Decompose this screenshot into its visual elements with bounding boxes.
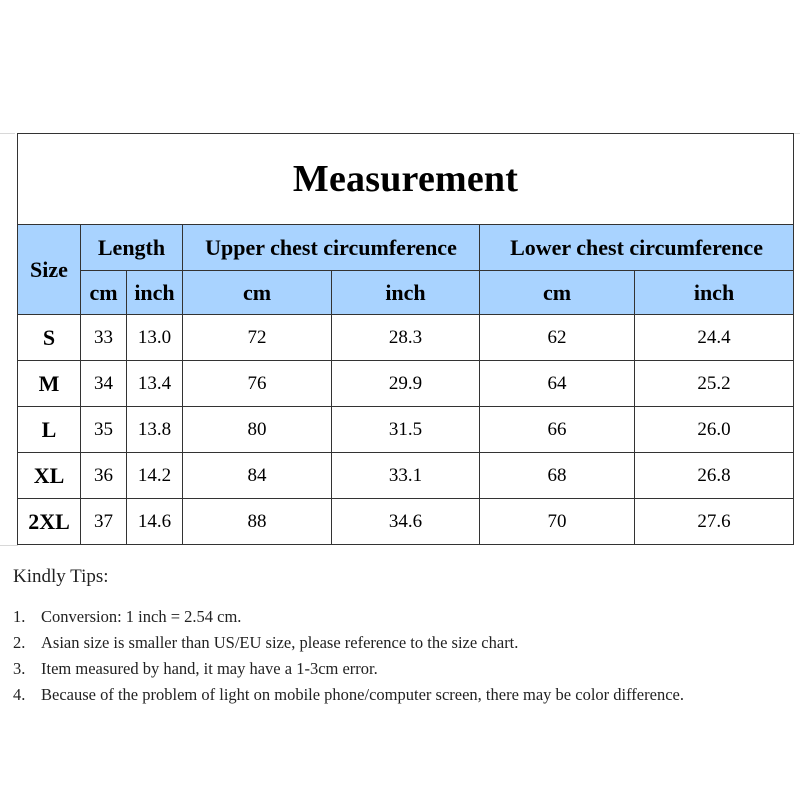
- length-header: Length: [81, 225, 183, 271]
- size-cell: S: [18, 315, 81, 361]
- length-cm-cell: 35: [81, 407, 127, 453]
- table-row: [18, 361, 794, 407]
- length-inch-cell: 14.6: [127, 499, 183, 545]
- table-title: Measurement: [18, 134, 794, 225]
- tip-text: Conversion: 1 inch = 2.54 cm.: [41, 607, 242, 626]
- lower-inch-cell: 26.0: [635, 407, 794, 453]
- upper-chest-header: Upper chest circumference: [183, 225, 480, 271]
- tip-number: 1.: [13, 607, 26, 626]
- length-inch-cell: 13.4: [127, 361, 183, 407]
- list-item: [13, 604, 731, 630]
- upper-inch-cell: 34.6: [332, 499, 480, 545]
- tip-text: Item measured by hand, it may have a 1-3cm error.: [41, 659, 378, 678]
- page-edge-line: [0, 133, 15, 134]
- lower-cm-cell: 64: [480, 361, 635, 407]
- lower-cm-cell: 66: [480, 407, 635, 453]
- size-cell: L: [18, 407, 81, 453]
- tips-list: [13, 604, 731, 708]
- table-row: [18, 453, 794, 499]
- lower-cm-cell: 62: [480, 315, 635, 361]
- kindly-tips: [13, 566, 731, 708]
- upper-cm-cell: 84: [183, 453, 332, 499]
- table-row: [18, 499, 794, 545]
- length-cm-cell: 37: [81, 499, 127, 545]
- upper-cm-cell: 80: [183, 407, 332, 453]
- lower-inch-cell: 27.6: [635, 499, 794, 545]
- size-cell: 2XL: [18, 499, 81, 545]
- list-item: [13, 630, 731, 656]
- tip-number: 3.: [13, 659, 26, 678]
- length-inch-cell: 14.2: [127, 453, 183, 499]
- length-inch-cell: 13.0: [127, 315, 183, 361]
- size-table: [17, 133, 794, 545]
- size-cell: M: [18, 361, 81, 407]
- length-cm-cell: 36: [81, 453, 127, 499]
- upper-inch-cell: 33.1: [332, 453, 480, 499]
- upper-inch-cell: 28.3: [332, 315, 480, 361]
- length-inch-header: inch: [127, 271, 183, 315]
- table-row: [18, 315, 794, 361]
- page-edge-line: [0, 545, 18, 546]
- upper-inch-header: inch: [332, 271, 480, 315]
- upper-cm-header: cm: [183, 271, 332, 315]
- list-item: [13, 656, 731, 682]
- upper-cm-cell: 76: [183, 361, 332, 407]
- lower-cm-cell: 68: [480, 453, 635, 499]
- upper-inch-cell: 29.9: [332, 361, 480, 407]
- size-column-header: Size: [18, 225, 81, 315]
- lower-inch-cell: 24.4: [635, 315, 794, 361]
- length-cm-cell: 34: [81, 361, 127, 407]
- lower-cm-cell: 70: [480, 499, 635, 545]
- lower-inch-cell: 26.8: [635, 453, 794, 499]
- length-cm-header: cm: [81, 271, 127, 315]
- tip-number: 2.: [13, 633, 26, 652]
- tip-number: 4.: [13, 685, 26, 704]
- size-cell: XL: [18, 453, 81, 499]
- table-row: [18, 407, 794, 453]
- upper-cm-cell: 72: [183, 315, 332, 361]
- lower-cm-header: cm: [480, 271, 635, 315]
- upper-inch-cell: 31.5: [332, 407, 480, 453]
- list-item: [13, 682, 731, 708]
- length-cm-cell: 33: [81, 315, 127, 361]
- tips-title: Kindly Tips:: [13, 566, 109, 587]
- lower-inch-header: inch: [635, 271, 794, 315]
- lower-inch-cell: 25.2: [635, 361, 794, 407]
- upper-cm-cell: 88: [183, 499, 332, 545]
- tip-text: Asian size is smaller than US/EU size, please reference to the size chart.: [41, 633, 519, 652]
- length-inch-cell: 13.8: [127, 407, 183, 453]
- tip-text: Because of the problem of light on mobile phone/computer screen, there may be color difference.: [41, 685, 684, 704]
- lower-chest-header: Lower chest circumference: [480, 225, 794, 271]
